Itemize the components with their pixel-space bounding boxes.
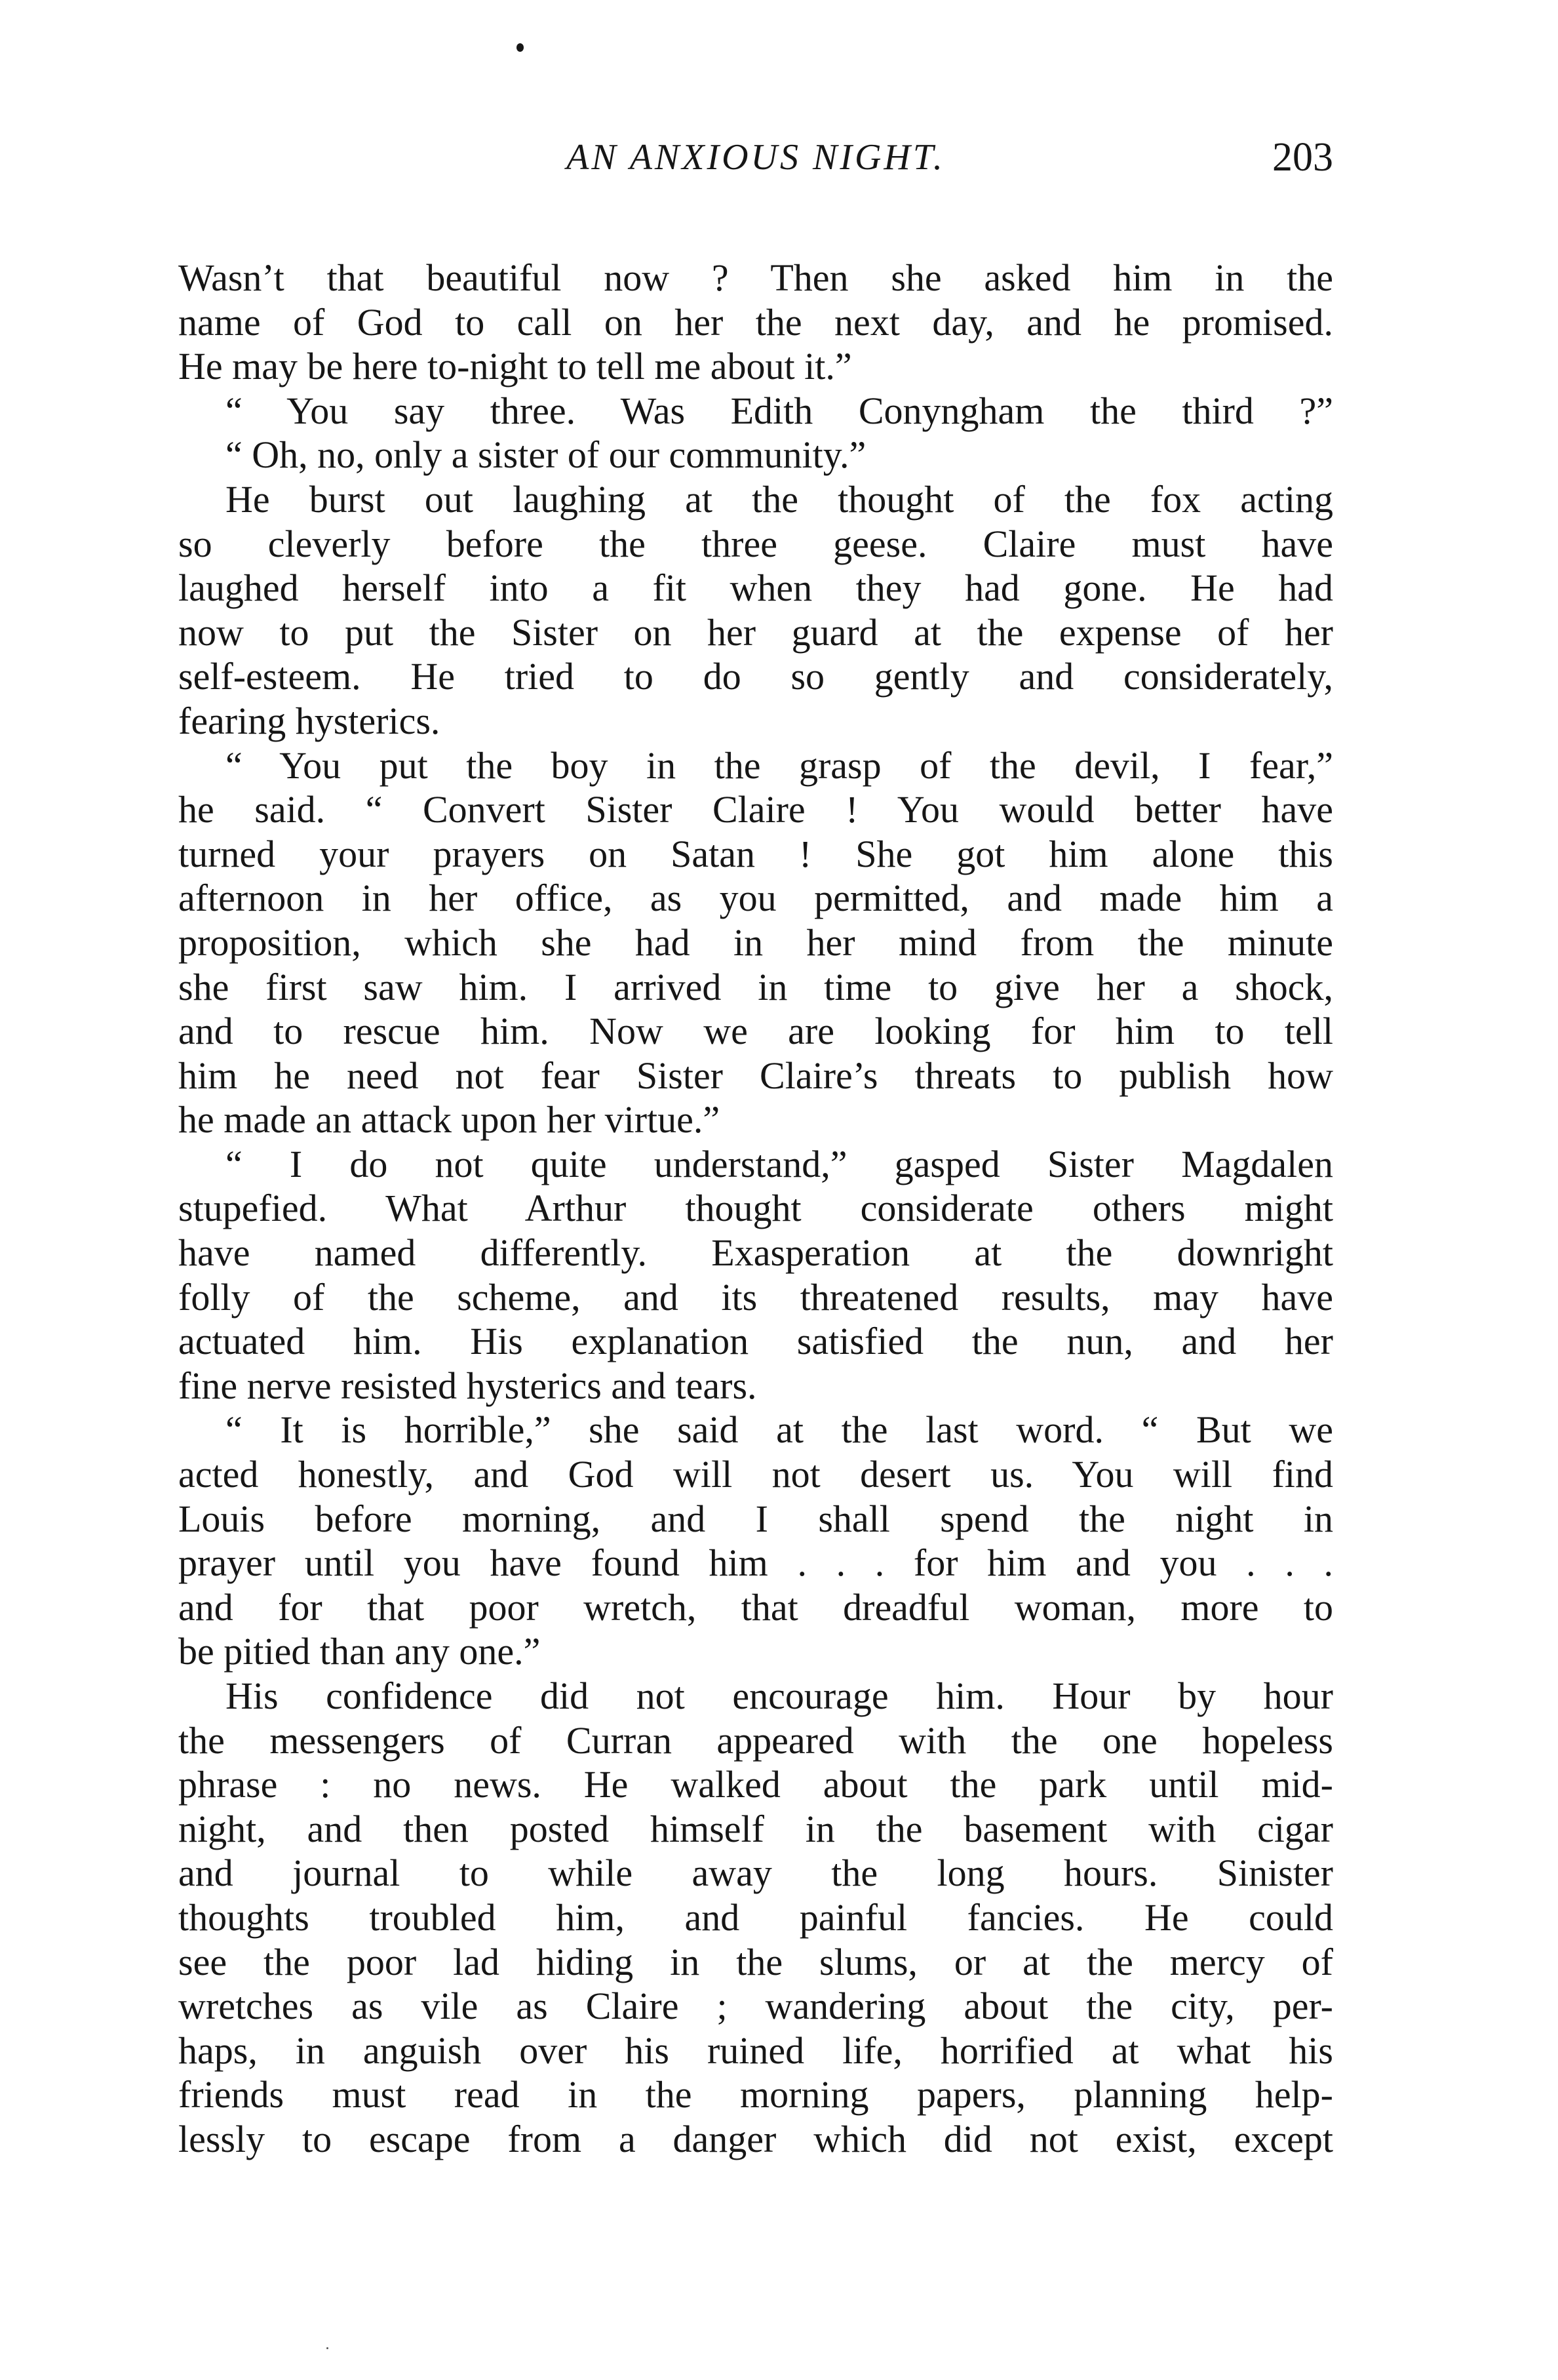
page-header	[178, 131, 1333, 184]
text-line: lessly to escape from a danger which did not exist, except	[178, 2117, 1333, 2160]
text-line: stupefied. What Arthur thought considerate others might	[178, 1187, 1333, 1230]
running-title: AN ANXIOUS NIGHT.	[566, 137, 945, 178]
text-line: and to rescue him. Now we are looking for him to tell	[178, 1010, 1333, 1053]
text-line: His confidence did not encourage him. Hour by hour	[225, 1675, 1333, 1717]
page-number: 203	[1272, 135, 1333, 180]
text-line: prayer until you have found him . . . for him and you . . .	[178, 1541, 1333, 1585]
text-line: fine nerve resisted hysterics and tears.	[178, 1364, 757, 1407]
ink-dot	[516, 43, 524, 52]
text-line: he made an attack upon her virtue.”	[178, 1098, 720, 1141]
text-line: he said. “ Convert Sister Claire ! You would better have	[178, 788, 1333, 831]
text-line: proposition, which she had in her mind from the minute	[178, 921, 1333, 964]
text-line: haps, in anguish over his ruined life, horrified at what his	[178, 2029, 1333, 2072]
text-line: him he need not fear Sister Claire’s threats to publish how	[178, 1054, 1333, 1097]
text-line: afternoon in her office, as you permitted, and made him a	[178, 877, 1333, 920]
text-line: “ You say three. Was Edith Conyngham the third ?”	[225, 389, 1333, 432]
text-line: He burst out laughing at the thought of the fox acting	[225, 477, 1333, 521]
text-line: laughed herself into a fit when they had gone. He had	[178, 566, 1333, 610]
text-line: He may be here to-night to tell me about it.”	[178, 345, 852, 388]
text-line: and for that poor wretch, that dreadful woman, more to	[178, 1585, 1333, 1629]
text-line: thoughts troubled him, and painful fancies. He could	[178, 1895, 1333, 1939]
text-line: fearing hysterics.	[178, 699, 440, 742]
text-line: have named differently. Exasperation at the downright	[178, 1231, 1333, 1275]
text-line: phrase : no news. He walked about the park until mid-	[178, 1763, 1333, 1806]
text-line: Louis before morning, and I shall spend the night in	[178, 1497, 1333, 1540]
text-line: night, and then posted himself in the basement with cigar	[178, 1807, 1333, 1850]
text-line: name of God to call on her the next day, and he promised.	[178, 300, 1333, 344]
paper-speck	[326, 2347, 328, 2349]
body-text	[178, 256, 1333, 2223]
text-line: turned your prayers on Satan ! She got him alone this	[178, 832, 1333, 875]
text-line: folly of the scheme, and its threatened results, may have	[178, 1275, 1333, 1319]
text-line: she first saw him. I arrived in time to give her a shock,	[178, 965, 1333, 1008]
text-line: actuated him. His explanation satisfied the nun, and her	[178, 1320, 1333, 1363]
text-line: see the poor lad hiding in the slums, or at the mercy of	[178, 1940, 1333, 1983]
text-line: so cleverly before the three geese. Claire must have	[178, 522, 1333, 565]
text-line: wretches as vile as Claire ; wandering about the city, per-	[178, 1985, 1333, 2028]
text-line: the messengers of Curran appeared with the one hopeless	[178, 1718, 1333, 1762]
text-line: “ Oh, no, only a sister of our community.”	[225, 433, 867, 477]
text-line: “ You put the boy in the grasp of the devil, I fear,”	[225, 744, 1333, 787]
text-line: Wasn’t that beautiful now ? Then she asked him in the	[178, 256, 1333, 299]
text-line: and journal to while away the long hours. Sinister	[178, 1852, 1333, 1895]
text-line: “ It is horrible,” she said at the last word. “ But we	[225, 1408, 1333, 1452]
text-line: friends must read in the morning papers, planning help-	[178, 2073, 1333, 2116]
text-line: now to put the Sister on her guard at the expense of her	[178, 610, 1333, 654]
text-line: “ I do not quite understand,” gasped Sister Magdalen	[225, 1142, 1333, 1185]
text-line: be pitied than any one.”	[178, 1630, 541, 1673]
text-line: self-esteem. He tried to do so gently and considerately,	[178, 655, 1333, 698]
text-line: acted honestly, and God will not desert us. You will find	[178, 1453, 1333, 1496]
